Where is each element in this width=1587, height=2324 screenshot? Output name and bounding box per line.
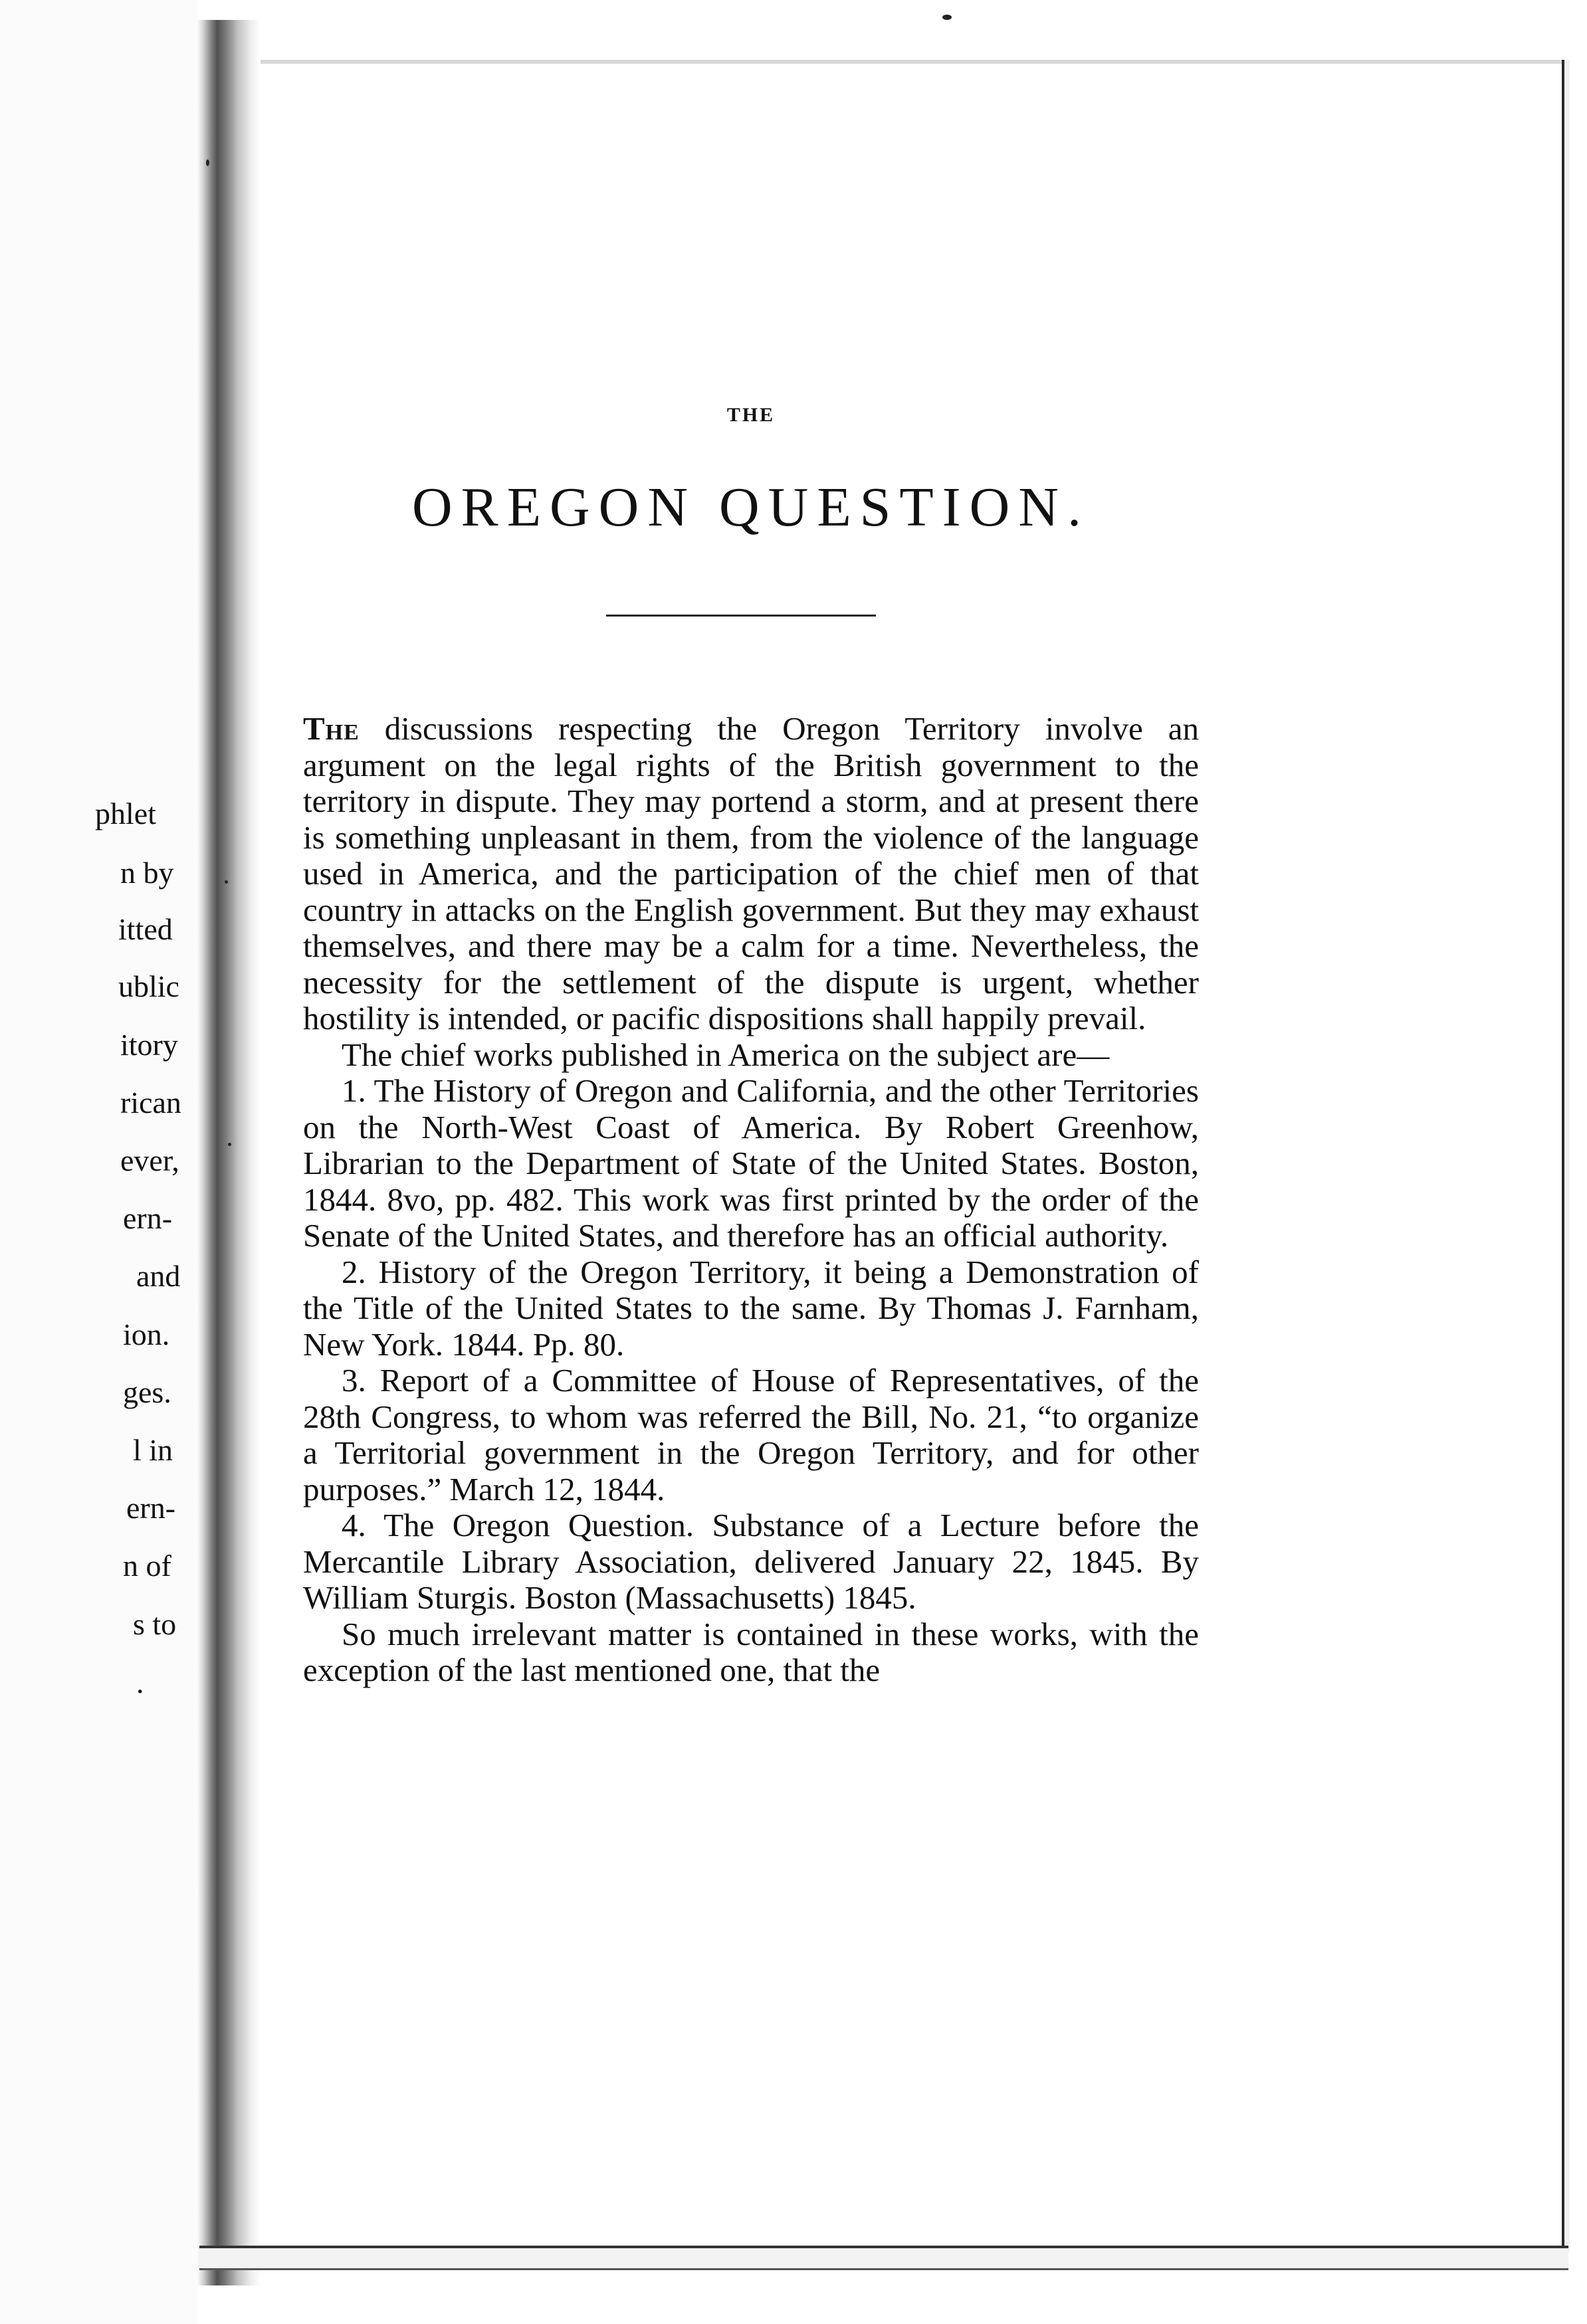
page-right-edge [1562, 60, 1570, 2252]
work-item-1: 1. The History of Oregon and California, and the other Territories on the North-West Coast of America. By Robert Greenhow, Librarian to the Department of State of the United States. Boston, 1844. 8vo, pp. 482. This work was first printed by the order of the Senate of the United States, and therefore has an official authority. [303, 1072, 1199, 1254]
left-page-text-fragments [0, 0, 197, 2324]
work-item-2: 2. History of the Oregon Territory, it being a Demonstration of the Title of the United States to the same. By Thomas J. Farnham, New York. 1844. Pp. 80. [303, 1253, 1199, 1363]
left-line: n of [123, 1549, 171, 1583]
page-top-edge [261, 60, 1563, 64]
left-line: and [136, 1259, 181, 1293]
left-line: s to [133, 1607, 177, 1641]
book-gutter [197, 20, 261, 2285]
left-line: ern- [126, 1491, 176, 1525]
left-line: phlet [95, 797, 156, 830]
drop-word: The [303, 710, 360, 747]
left-line: rican [120, 1086, 181, 1119]
left-line: ern- [123, 1201, 173, 1235]
page-title: OREGON QUESTION. [412, 476, 1090, 538]
heading-the: THE [726, 404, 776, 426]
left-line: ion. [123, 1317, 170, 1351]
left-line: . [136, 1666, 144, 1699]
left-line: l in [133, 1433, 173, 1467]
left-line: ever, [120, 1143, 179, 1177]
paragraph-intro [303, 711, 1199, 1037]
scan-speck [228, 1143, 231, 1146]
paragraph-last: So much irrelevant matter is contained in these works, with the exception of the last mentioned one, that the [303, 1615, 1199, 1688]
page-bottom-edge [199, 2246, 1568, 2270]
left-line: ges. [123, 1375, 171, 1409]
paragraph-intro-text: discussions respecting the Oregon Territory involve an argument on the legal rights of the British government to the territory in dispute. They may portend a storm, and at present there is something unpleasant in them, from the violence of the language used in America, and the participation of the chief men of that country in attacks on the English government. But they may exhaust themselves, and there may be a calm for a time. Nevertheless, the necessity for the settlement of the dispute is urgent, whether hostility is intended, or pacific dispositions shall happily prevail. [303, 710, 1199, 1036]
scan-speck [942, 15, 952, 20]
paragraph-works-intro: The chief works published in America on the subject are— [342, 1036, 1110, 1073]
scan-speck [225, 880, 228, 884]
left-line: ublic [118, 969, 179, 1003]
title-rule [606, 615, 876, 617]
body-text [303, 711, 1199, 1689]
work-item-3: 3. Report of a Committee of House of Representatives, of the 28th Congress, to whom was referred the Bill, No. 21, “to organize a Territorial government in the Oregon Territory, and for other purposes.” March 12, 1844. [303, 1362, 1199, 1507]
left-line: itted [118, 912, 173, 946]
work-item-4: 4. The Oregon Question. Substance of a Lecture before the Mercantile Library Association, delivered January 22, 1845. By William Sturgis. Boston (Massachusetts) 1845. [303, 1507, 1199, 1616]
scan-speck [206, 159, 209, 166]
left-line: itory [120, 1028, 178, 1062]
left-line: n by [120, 856, 174, 890]
